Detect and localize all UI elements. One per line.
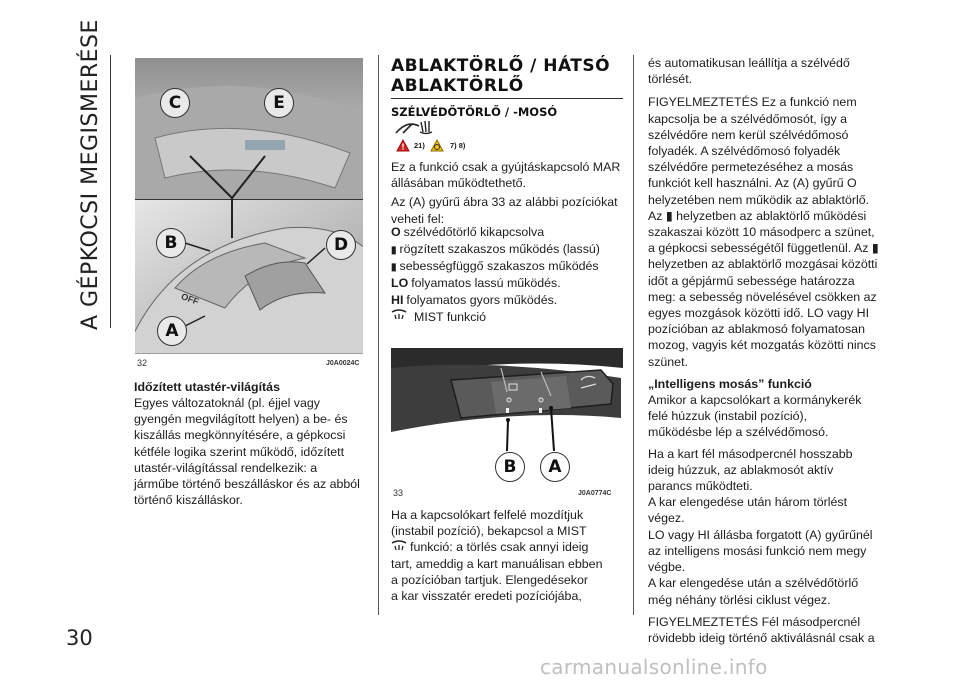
watermark: carmanualsonline.info [540, 655, 768, 679]
text-line: meg: a sebesség növelésével csökken az [648, 289, 877, 304]
list-item-text: MIST funkció [414, 310, 487, 324]
wiper-intro [391, 159, 626, 227]
fig33-callout-b: B [495, 452, 525, 482]
sidebar-divider [110, 55, 111, 328]
list-item-text: sebességfüggő szakaszos működés [399, 259, 599, 273]
wiper-washer-icon [393, 118, 435, 136]
list-item [391, 292, 626, 309]
text-line: végez. [648, 511, 685, 526]
mist-icon [391, 309, 407, 321]
text-line: a pozícióban tartjuk. Elengedésekor [391, 572, 588, 587]
figure-33-number: 33 [393, 488, 404, 498]
text-line: utastér-világítással rendelkezik: a [134, 460, 318, 475]
col3-text [648, 55, 888, 646]
list-item-text: szélvédőtörlő kikapcsolva [403, 225, 545, 239]
column-divider-2 [633, 55, 634, 615]
text-line: működésbe lép a szélvédőmosó. [648, 425, 829, 440]
off-symbol: O [391, 225, 401, 239]
text-line: ideig húzzuk, az ablakmosót aktív [648, 462, 834, 477]
section-title-line1: ABLAKTÖRLŐ / HÁTSÓ [391, 56, 611, 76]
text-line: A kar elengedése után három törlést [648, 495, 848, 510]
callout-d: D [326, 230, 356, 260]
text-line: kapcsolja be a szélvédőmosót, így a [648, 111, 848, 126]
warning-triangle-icon [396, 139, 410, 152]
text-line: rövidebb ideig történő aktiválásnál csak a [648, 630, 875, 645]
text-line: FIGYELMEZTETÉS Ez a funkció nem [648, 95, 857, 110]
list-item-text: rögzített szakaszos működés (lassú) [399, 242, 600, 256]
text-line: helyzetben az ablaktörlő mozgásai közötti [648, 257, 878, 272]
lo-symbol: LO [391, 276, 409, 290]
text-line: felé húzzuk (instabil pozíció), [648, 409, 808, 424]
text-line: pozícióban az ablakmosó folyamatosan [648, 322, 865, 337]
text-line: funkció: a törlés csak annyi ideig [410, 540, 589, 555]
caution-triangle-icon [430, 139, 444, 152]
text-line: LO vagy HI állásba forgatott (A) gyűrűnél [648, 527, 873, 542]
warning-ref-1: 21) [414, 141, 425, 150]
intelligent-wash-heading: „Intelligens mosás” funkció [648, 376, 812, 391]
text-line: az intelligens mosási funkció nem megy [648, 543, 867, 558]
text-line: törlését. [648, 72, 693, 87]
text-line: Ez a funkció csak a gyújtáskapcsoló MAR [391, 160, 621, 174]
text-line: kétféle logika szerint működő, időzített [134, 444, 345, 459]
hi-symbol: HI [391, 293, 404, 307]
text-line: (instabil pozíció), bekapcsol a MIST [391, 524, 587, 539]
text-line: funkciót kell használni. Az (A) gyűrű O [648, 176, 857, 191]
text-line: helyzetében nem működik az ablaktörlő. [648, 192, 870, 207]
mist-paragraph [391, 507, 626, 604]
text-line: szünet. [648, 354, 688, 369]
list-item [391, 258, 626, 275]
text-line: Amikor a kapcsolókart a kormánykerék [648, 393, 862, 408]
page-number: 30 [66, 626, 93, 650]
title-rule [391, 98, 623, 99]
wiper-positions-list [391, 224, 626, 326]
list-item [391, 224, 626, 241]
text-line: Az ▮ helyzetben az ablaktörlő működési [648, 208, 867, 223]
callout-b: B [156, 228, 186, 258]
text-line: történő kiszálláskor. [134, 493, 243, 508]
list-item [391, 309, 626, 326]
text-line: állásában működtethető. [391, 176, 527, 191]
off-label: OFF [179, 291, 201, 307]
subsection-title: SZÉLVÉDŐTÖRLŐ / -MOSÓ [391, 105, 558, 119]
text-line: FIGYELMEZTETÉS Fél másodpercnél [648, 614, 861, 629]
text-line: szélvédőre permetezéséhez a mosás [648, 160, 854, 175]
text-line: gyengén megvilágított helyen) a be- és [134, 412, 348, 427]
text-line: mozog, vagyis két mozgatás közötti nincs [648, 338, 876, 353]
text-line: szakaszai között 10 másodperc a szünet, [648, 225, 875, 240]
text-line: és automatikusan leállítja a szélvédő [648, 56, 850, 70]
list-item-text: folyamatos lassú működés. [411, 276, 561, 290]
mist-icon [391, 539, 407, 550]
section-title-line2: ABLAKTÖRLŐ [391, 76, 524, 96]
list-item [391, 241, 626, 258]
text-line: folyadék. A szélvédőmosó folyadék [648, 144, 841, 159]
callout-a: A [157, 316, 187, 346]
text-line: Ha a kapcsolókart felfelé mozdítjuk [391, 508, 584, 522]
text-line: a gépkocsi sebességétől függetlenül. Az ▮ [648, 241, 879, 256]
figure-32-number: 32 [137, 358, 148, 368]
text-line: veheti fel: [391, 211, 445, 226]
interval-fixed-symbol: ▮ [391, 245, 397, 256]
text-line: még néhány törlési ciklust végez. [648, 592, 831, 607]
callout-e: E [264, 88, 294, 118]
warning-ref-2: 7) 8) [450, 141, 466, 150]
text-line: egyes mozgások közötti idő. LO vagy HI [648, 306, 870, 321]
figure-32-code: J0A0024C [326, 360, 360, 367]
section-title-vertical: A GÉPKOCSI MEGISMERÉSE [78, 19, 103, 330]
text-line: végbe. [648, 560, 686, 575]
interior-light-heading: Időzített utastér-világítás [134, 380, 280, 394]
text-line: a kar visszatér eredeti pozíciójába, [391, 589, 582, 604]
text-line: Egyes változatoknál (pl. éjjel vagy [134, 396, 320, 410]
text-line: A kar elengedése után a szélvédőtörlő [648, 576, 859, 591]
interval-speed-symbol: ▮ [391, 262, 397, 273]
list-item-text: folyamatos gyors működés. [406, 293, 558, 307]
text-line: kiszállás megkönnyítésére, a gépkocsi [134, 428, 346, 443]
text-line: tart, ameddig a kart manuálisan ebben [391, 556, 603, 571]
column-divider-1 [378, 55, 379, 615]
text-line-with-icon [391, 539, 626, 555]
text-line: Ha a kart fél másodpercnél hosszabb [648, 446, 853, 461]
text-line: szélvédőre nem kerül szélvédőmosó [648, 127, 849, 142]
callout-c: C [160, 88, 190, 118]
list-item [391, 275, 626, 292]
text-line: Az (A) gyűrű ábra 33 az alábbi pozíciókat [391, 195, 618, 210]
text-line: parancs működteti. [648, 479, 753, 494]
text-line: időt a gépjármű sebessége határozza [648, 273, 855, 288]
interior-light-paragraph [134, 395, 374, 508]
figure-33-code: J0A0774C [578, 490, 612, 497]
fig33-callout-a: A [540, 452, 570, 482]
text-line: járműbe történő beszálláskor és az abból [134, 477, 360, 492]
